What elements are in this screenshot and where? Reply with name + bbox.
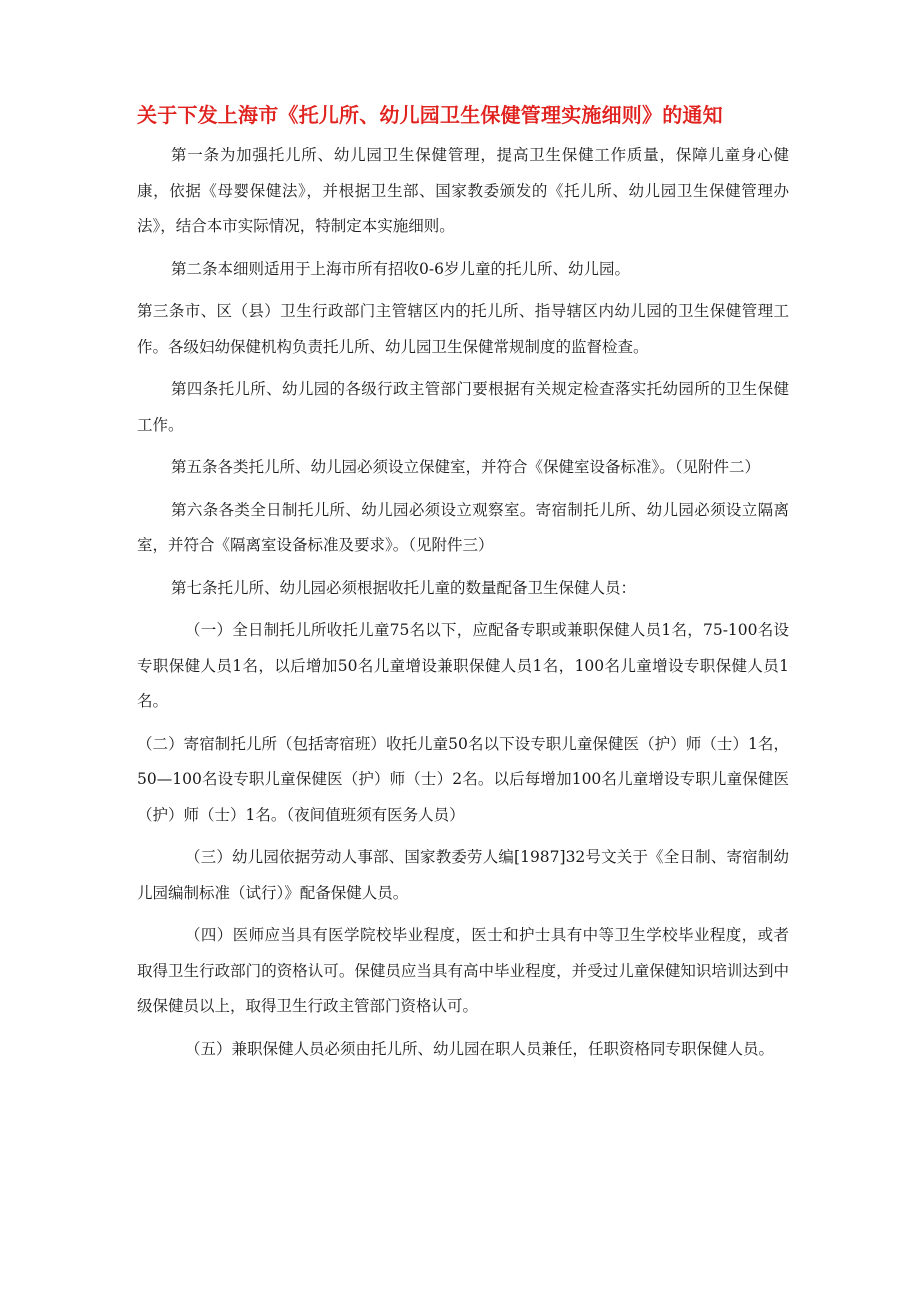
article-6: 第六条各类全日制托儿所、幼儿园必须设立观察室。寄宿制托儿所、幼儿园必须设立隔离室，并符合《隔离室设备标准及要求》。（见附件三）: [137, 500, 789, 554]
article-7-item-2: （二）寄宿制托儿所（包括寄宿班）收托儿童50名以下设专职儿童保健医（护）师（士）1名，50—100名设专职儿童保健医（护）师（士）2名。以后每增加100名儿童增设专职儿童保健医（护）师（士）1名。（夜间值班须有医务人员）: [137, 734, 789, 824]
article-7-item-5: （五）兼职保健人员必须由托儿所、幼儿园在职人员兼任，任职资格同专职保健人员。: [185, 1039, 775, 1058]
article-3: 第三条市、区（县）卫生行政部门主管辖区内的托儿所、指导辖区内幼儿园的卫生保健管理工作。各级妇幼保健机构负责托儿所、幼儿园卫生保健常规制度的监督检查。: [137, 302, 789, 356]
article-7: 第七条托儿所、幼儿园必须根据收托儿童的数量配备卫生保健人员：: [171, 578, 637, 597]
article-7-item-4: （四）医师应当具有医学院校毕业程度，医士和护士具有中等卫生学校毕业程度，或者取得卫生行政部门的资格认可。保健员应当具有高中毕业程度，并受过儿童保健知识培训达到中级保健员以上，取得卫生行政主管部门资格认可。: [137, 926, 789, 1015]
article-4: 第四条托儿所、幼儿园的各级行政主管部门要根据有关规定检查落实托幼园所的卫生保健工作。: [137, 380, 789, 434]
article-7-item-3: （三）幼儿园依据劳动人事部、国家教委劳人编[1987]32号文关于《全日制、寄宿制幼儿园编制标准（试行）》配备保健人员。: [137, 848, 789, 902]
article-5: 第五条各类托儿所、幼儿园必须设立保健室，并符合《保健室设备标准》。（见附件二）: [171, 458, 761, 476]
document-title: 关于下发上海市《托儿所、幼儿园卫生保健管理实施细则》的通知: [137, 103, 723, 127]
article-7-item-1: （一）全日制托儿所收托儿童75名以下，应配备专职或兼职保健人员1名，75-100名设专职保健人员1名，以后增加50名儿童增设兼职保健人员1名，100名儿童增设专职保健人员1名。: [137, 621, 789, 710]
article-1: 第一条为加强托儿所、幼儿园卫生保健管理，提高卫生保健工作质量，保障儿童身心健康，依据《母婴保健法》，并根据卫生部、国家教委颁发的《托儿所、幼儿园卫生保健管理办法》，结合本市实际情况，特制定本实施细则。: [137, 146, 789, 235]
document-page: [137, 100, 789, 1074]
article-2: 第二条本细则适用于上海市所有招收0-6岁儿童的托儿所、幼儿园。: [171, 259, 630, 278]
